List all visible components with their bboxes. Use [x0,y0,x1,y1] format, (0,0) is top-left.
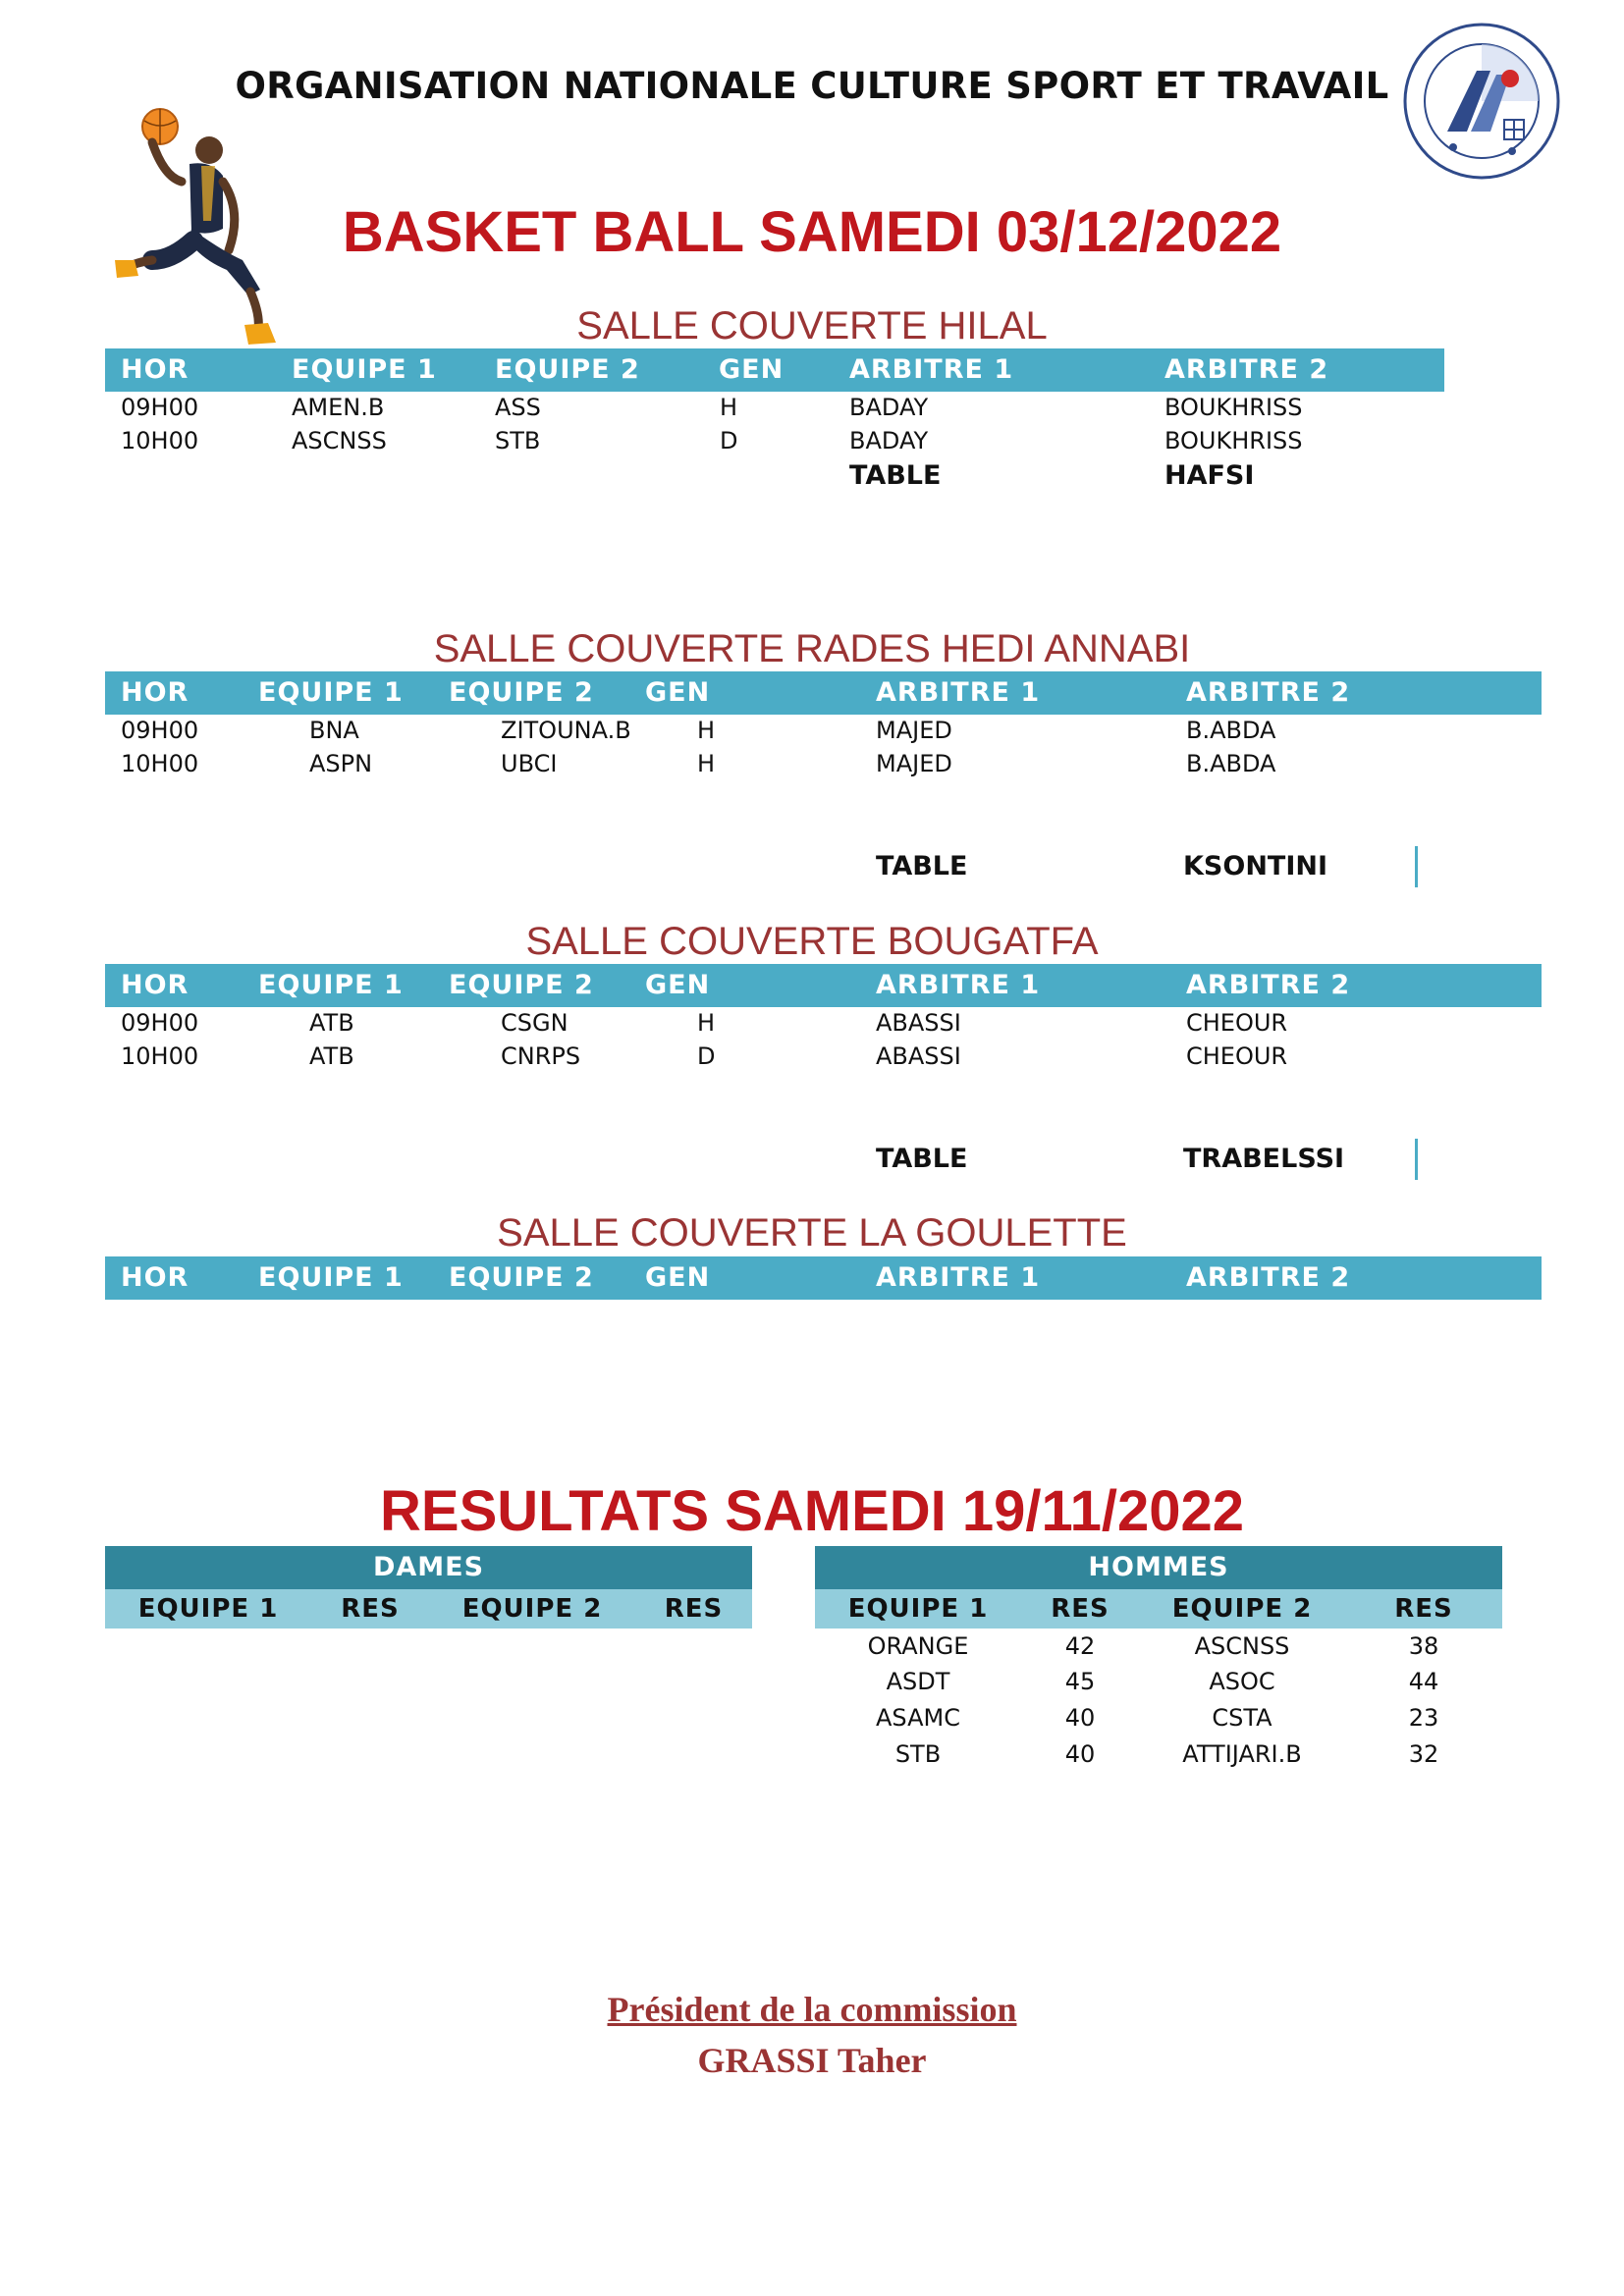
cell-res-1: 40 [1064,1740,1096,1768]
col-arbitre-1: ARBITRE 1 [876,1262,1041,1293]
cell-hor: 09H00 [121,394,199,421]
col-hor: HOR [121,970,189,1000]
cell-arbitre-2: B.ABDA [1186,717,1276,744]
divider-mark [1415,846,1418,887]
table-official-bougatfa: TRABELSSI [1183,1144,1345,1174]
cell-res-1: 42 [1064,1632,1096,1660]
cell-equipe-2: STB [495,427,541,454]
cell-equipe-2: ATTIJARI.B [1182,1740,1302,1768]
divider-mark [1415,1139,1418,1180]
col-gen: GEN [719,354,785,385]
table-official-hilal: HAFSI [1164,460,1255,491]
cell-arbitre-2: BOUKHRISS [1164,427,1303,454]
venue-title-rades: SALLE COUVERTE RADES HEDI ANNABI [433,627,1191,670]
col-hor: HOR [121,677,189,708]
results-dames-header: DAMES [105,1546,752,1589]
signature-role [0,1989,1624,2030]
cell-res-2: 23 [1408,1704,1439,1732]
cell-arbitre-2: CHEOUR [1186,1042,1288,1070]
col-arbitre-2: ARBITRE 2 [1186,677,1351,708]
cell-gen: H [697,750,716,777]
cell-equipe-2: CSTA [1212,1704,1272,1732]
cell-equipe-1: BNA [309,717,359,744]
col-equipe-2: EQUIPE 2 [1171,1594,1313,1624]
cell-equipe-1: ASAMC [876,1704,960,1732]
cell-res-2: 44 [1408,1668,1439,1695]
cell-res-2: 32 [1408,1740,1439,1768]
cell-gen: H [697,1009,716,1037]
signature-name: GRASSI Taher [697,2041,927,2080]
venue-title-la-goulette: SALLE COUVERTE LA GOULETTE [497,1211,1127,1255]
col-arbitre-1: ARBITRE 1 [876,677,1041,708]
cell-arbitre-1: ABASSI [876,1042,961,1070]
col-arbitre-2: ARBITRE 2 [1186,970,1351,1000]
col-hor: HOR [121,354,189,385]
cell-res-1: 45 [1064,1668,1096,1695]
cell-equipe-2: UBCI [501,750,558,777]
cell-hor: 09H00 [121,717,199,744]
schedule-header-bougatfa [105,964,1542,1007]
cell-equipe-2: CNRPS [501,1042,581,1070]
col-res-1: RES [341,1594,400,1624]
cell-equipe-1: ASPN [309,750,373,777]
cell-hor: 10H00 [121,1042,199,1070]
cell-gen: D [697,1042,716,1070]
table-label-rades: TABLE [876,851,968,881]
col-hor: HOR [121,1262,189,1293]
cell-arbitre-1: MAJED [876,717,952,744]
col-arbitre-2: ARBITRE 2 [1164,354,1329,385]
cell-equipe-2: ASS [495,394,541,421]
col-equipe-1: EQUIPE 1 [847,1594,989,1624]
schedule-header-hilal [105,348,1444,392]
table-label-bougatfa: TABLE [876,1144,968,1174]
col-arbitre-1: ARBITRE 1 [876,970,1041,1000]
cell-gen: D [720,427,738,454]
schedule-header-rades [105,671,1542,715]
results-title: RESULTATS SAMEDI 19/11/2022 [380,1479,1244,1543]
cell-gen: H [720,394,738,421]
signature-role-text: Président de la commission [607,1990,1017,2029]
cell-arbitre-1: BADAY [849,394,929,421]
results-hommes-columns [815,1589,1502,1629]
cell-res-1: 40 [1064,1704,1096,1732]
table-label-hilal: TABLE [849,460,942,491]
col-equipe-2: EQUIPE 2 [449,677,594,708]
organisation-title: ORGANISATION NATIONALE CULTURE SPORT ET TRAVAIL [235,65,1389,107]
cell-equipe-1: ASDT [886,1668,950,1695]
cell-equipe-2: ASOC [1209,1668,1275,1695]
cell-gen: H [697,717,716,744]
col-gen: GEN [645,1262,711,1293]
col-equipe-2: EQUIPE 2 [461,1594,603,1624]
cell-equipe-1: ORANGE [867,1632,969,1660]
cell-arbitre-2: B.ABDA [1186,750,1276,777]
col-equipe-1: EQUIPE 1 [258,677,404,708]
cell-equipe-1: AMEN.B [292,394,385,421]
page-title: BASKET BALL SAMEDI 03/12/2022 [342,200,1282,264]
col-equipe-2: EQUIPE 2 [495,354,640,385]
col-equipe-2: EQUIPE 2 [449,1262,594,1293]
col-equipe-2: EQUIPE 2 [449,970,594,1000]
col-equipe-1: EQUIPE 1 [292,354,437,385]
cell-arbitre-2: CHEOUR [1186,1009,1288,1037]
cell-equipe-2: ASCNSS [1194,1632,1290,1660]
table-official-rades: KSONTINI [1183,851,1328,881]
cell-equipe-2: CSGN [501,1009,568,1037]
col-gen: GEN [645,970,711,1000]
col-gen: GEN [645,677,711,708]
venue-title-hilal: SALLE COUVERTE HILAL [576,304,1048,347]
col-equipe-1: EQUIPE 1 [258,1262,404,1293]
venue-title-bougatfa: SALLE COUVERTE BOUGATFA [525,920,1099,963]
cell-equipe-1: STB [894,1740,942,1768]
cell-equipe-1: ATB [309,1042,354,1070]
col-res-2: RES [1394,1594,1453,1624]
col-arbitre-1: ARBITRE 1 [849,354,1014,385]
schedule-header-la-goulette [105,1256,1542,1300]
col-equipe-1: EQUIPE 1 [258,970,404,1000]
cell-equipe-1: ASCNSS [292,427,387,454]
cell-arbitre-1: ABASSI [876,1009,961,1037]
cell-arbitre-1: MAJED [876,750,952,777]
cell-equipe-1: ATB [309,1009,354,1037]
cell-hor: 10H00 [121,427,199,454]
col-arbitre-2: ARBITRE 2 [1186,1262,1351,1293]
cell-hor: 09H00 [121,1009,199,1037]
cell-equipe-2: ZITOUNA.B [501,717,631,744]
col-res-1: RES [1051,1594,1110,1624]
cell-hor: 10H00 [121,750,199,777]
results-hommes-header: HOMMES [815,1546,1502,1589]
cell-res-2: 38 [1408,1632,1439,1660]
results-dames-columns [105,1589,752,1629]
cell-arbitre-1: BADAY [849,427,929,454]
cell-arbitre-2: BOUKHRISS [1164,394,1303,421]
col-res-2: RES [664,1594,724,1624]
col-equipe-1: EQUIPE 1 [137,1594,279,1624]
